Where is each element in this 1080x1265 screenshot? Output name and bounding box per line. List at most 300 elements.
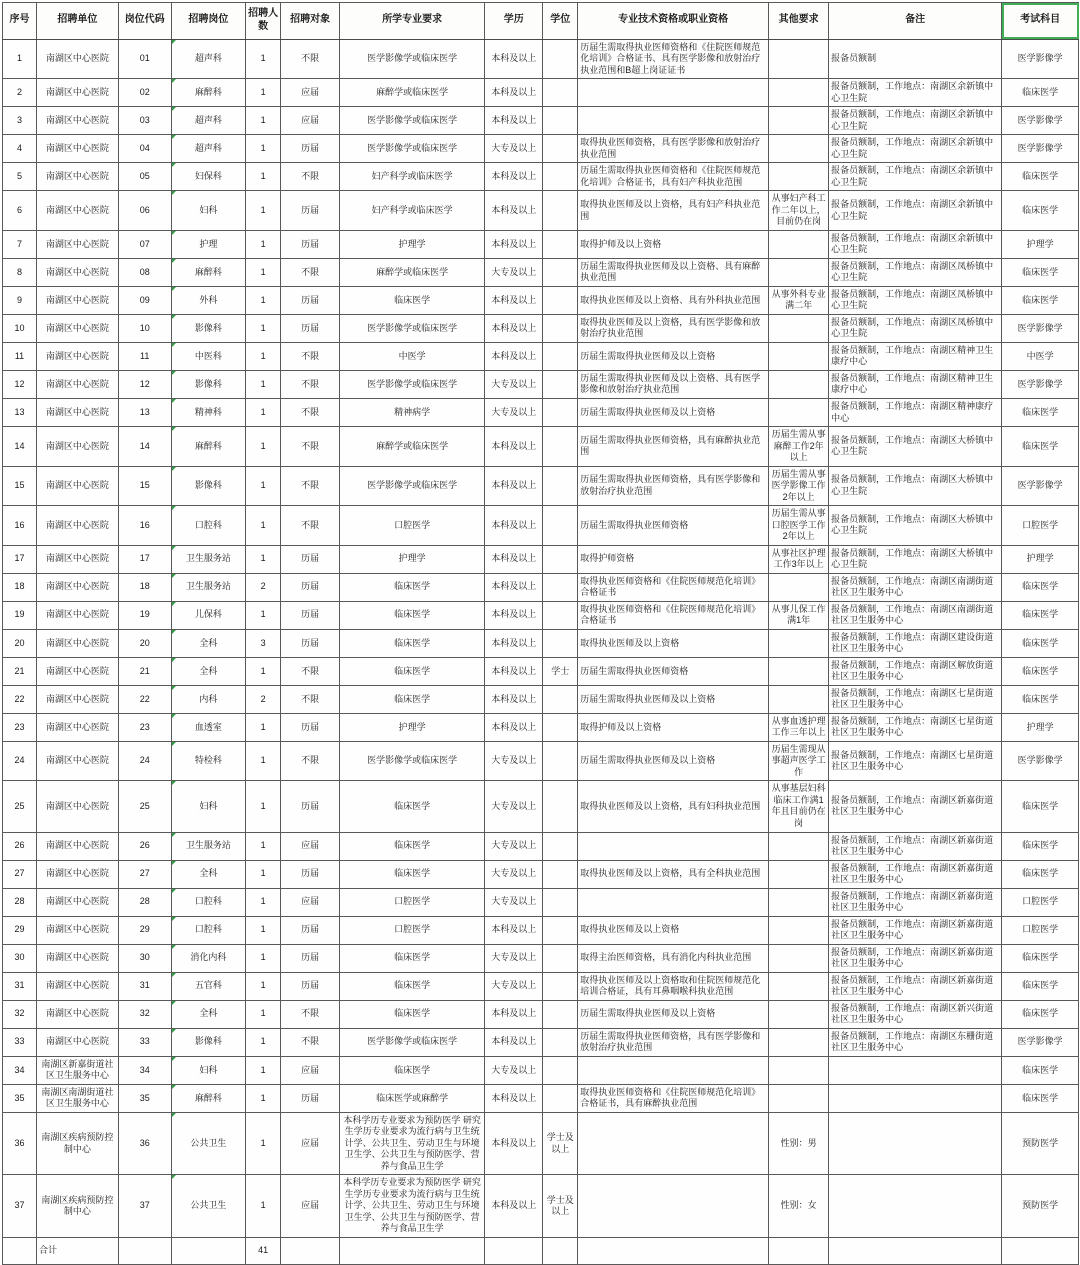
table-row xyxy=(3,286,1079,314)
table-row xyxy=(3,888,1079,916)
cell-subject: 临床医学 xyxy=(1002,79,1079,107)
cell-post: 血透室 xyxy=(171,713,246,741)
cell-target: 历届 xyxy=(281,286,340,314)
cell-code: 01 xyxy=(118,39,171,79)
cell-n: 37 xyxy=(3,1175,37,1238)
cell-other xyxy=(769,258,829,286)
cell-n: 33 xyxy=(3,1028,37,1056)
cell-n: 21 xyxy=(3,657,37,685)
cell-qual: 取得执业医师及以上资格 xyxy=(578,629,769,657)
cell-degree xyxy=(543,972,578,1000)
cell-qual: 取得执业医师及以上资格，具有全科执业范围 xyxy=(578,860,769,888)
cell-unit: 南湖区中心医院 xyxy=(37,972,119,1000)
cell-other: 从事基层妇科临床工作满1年且目前仍在岗 xyxy=(769,781,829,832)
cell-post: 妇科 xyxy=(171,1056,246,1084)
cell-code: 13 xyxy=(118,399,171,427)
cell-degree xyxy=(543,860,578,888)
cell-code: 26 xyxy=(118,832,171,860)
cell-qual xyxy=(578,1175,769,1238)
cell-edu: 本科及以上 xyxy=(485,1000,543,1028)
cell-qual: 历届生需取得执业医师资格和《住院医师规范化培训》合格证书、具有医学影像和放射治疗执业范围和B超上岗证证书 xyxy=(578,39,769,79)
cell-n: 11 xyxy=(3,342,37,370)
cell-code: 09 xyxy=(118,286,171,314)
cell-subject: 预防医学 xyxy=(1002,1112,1079,1175)
cell-major: 妇产科学或临床医学 xyxy=(340,163,485,191)
recruitment-table xyxy=(2,2,1079,1265)
table-row xyxy=(3,370,1079,398)
cell-note: 报备员额制，工作地点：南湖区凤桥镇中心卫生院 xyxy=(829,286,1002,314)
total-empty-cell xyxy=(578,1237,769,1264)
table-row xyxy=(3,191,1079,231)
cell-n: 10 xyxy=(3,314,37,342)
cell-other xyxy=(769,573,829,601)
cell-target: 不限 xyxy=(281,342,340,370)
table-row xyxy=(3,685,1079,713)
table-row xyxy=(3,39,1079,79)
cell-post: 卫生服务站 xyxy=(171,545,246,573)
cell-n: 15 xyxy=(3,466,37,506)
cell-other xyxy=(769,107,829,135)
cell-target: 历届 xyxy=(281,191,340,231)
cell-subject: 护理学 xyxy=(1002,545,1079,573)
cell-edu: 本科及以上 xyxy=(485,286,543,314)
cell-degree xyxy=(543,466,578,506)
cell-target: 应届 xyxy=(281,832,340,860)
table-row xyxy=(3,1028,1079,1056)
cell-note: 报备员额制，工作地点：南湖区东栅街道社区卫生服务中心 xyxy=(829,1028,1002,1056)
cell-subject: 医学影像学 xyxy=(1002,314,1079,342)
cell-code: 30 xyxy=(118,944,171,972)
cell-num: 1 xyxy=(246,1112,281,1175)
cell-major: 口腔医学 xyxy=(340,888,485,916)
cell-target: 历届 xyxy=(281,916,340,944)
cell-degree xyxy=(543,314,578,342)
cell-subject: 临床医学 xyxy=(1002,286,1079,314)
cell-post: 影像科 xyxy=(171,314,246,342)
cell-other: 从事儿保工作满1年 xyxy=(769,601,829,629)
cell-other xyxy=(769,1000,829,1028)
cell-post: 全科 xyxy=(171,657,246,685)
cell-qual: 历届生需取得执业医师及以上资格、具有医学影像和放射治疗执业范围 xyxy=(578,370,769,398)
cell-target: 不限 xyxy=(281,506,340,546)
cell-code: 05 xyxy=(118,163,171,191)
cell-post: 超声科 xyxy=(171,39,246,79)
cell-unit: 南湖区中心医院 xyxy=(37,888,119,916)
cell-subject: 临床医学 xyxy=(1002,832,1079,860)
table-row xyxy=(3,657,1079,685)
cell-num: 1 xyxy=(246,1056,281,1084)
cell-other: 历届生需从事口腔医学工作2年以上 xyxy=(769,506,829,546)
cell-edu: 本科及以上 xyxy=(485,506,543,546)
cell-post: 儿保科 xyxy=(171,601,246,629)
cell-post: 影像科 xyxy=(171,466,246,506)
table-row xyxy=(3,135,1079,163)
cell-other xyxy=(769,685,829,713)
cell-edu: 本科及以上 xyxy=(485,916,543,944)
cell-major: 医学影像学或临床医学 xyxy=(340,466,485,506)
cell-degree xyxy=(543,781,578,832)
total-label: 合计 xyxy=(37,1237,119,1264)
cell-degree xyxy=(543,713,578,741)
cell-subject: 口腔医学 xyxy=(1002,506,1079,546)
cell-subject: 临床医学 xyxy=(1002,1084,1079,1112)
cell-post: 全科 xyxy=(171,629,246,657)
cell-qual xyxy=(578,107,769,135)
cell-n: 26 xyxy=(3,832,37,860)
cell-qual: 历届生需取得执业医师及以上资格 xyxy=(578,342,769,370)
cell-degree xyxy=(543,1056,578,1084)
cell-other xyxy=(769,230,829,258)
cell-degree xyxy=(543,685,578,713)
col-header-subject: 考试科目 xyxy=(1002,3,1079,40)
cell-target: 历届 xyxy=(281,629,340,657)
cell-major: 临床医学 xyxy=(340,1000,485,1028)
table-row xyxy=(3,1112,1079,1175)
cell-qual xyxy=(578,1112,769,1175)
cell-num: 1 xyxy=(246,258,281,286)
table-row xyxy=(3,427,1079,467)
cell-code: 03 xyxy=(118,107,171,135)
cell-post: 全科 xyxy=(171,1000,246,1028)
cell-post: 麻醉科 xyxy=(171,1084,246,1112)
cell-target: 不限 xyxy=(281,1028,340,1056)
cell-code: 06 xyxy=(118,191,171,231)
cell-major: 临床医学 xyxy=(340,685,485,713)
cell-qual: 历届生需取得执业医师及以上资格 xyxy=(578,741,769,781)
cell-major: 临床医学 xyxy=(340,781,485,832)
cell-unit: 南湖区中心医院 xyxy=(37,79,119,107)
cell-target: 历届 xyxy=(281,314,340,342)
cell-n: 22 xyxy=(3,685,37,713)
cell-unit: 南湖区中心医院 xyxy=(37,230,119,258)
cell-edu: 本科及以上 xyxy=(485,1028,543,1056)
cell-unit: 南湖区中心医院 xyxy=(37,506,119,546)
cell-code: 37 xyxy=(118,1175,171,1238)
cell-num: 1 xyxy=(246,1175,281,1238)
cell-num: 1 xyxy=(246,1000,281,1028)
table-row xyxy=(3,713,1079,741)
cell-num: 2 xyxy=(246,573,281,601)
cell-n: 27 xyxy=(3,860,37,888)
table-row xyxy=(3,314,1079,342)
cell-other xyxy=(769,399,829,427)
cell-target: 历届 xyxy=(281,135,340,163)
cell-degree xyxy=(543,1028,578,1056)
cell-subject: 中医学 xyxy=(1002,342,1079,370)
total-empty-cell xyxy=(769,1237,829,1264)
cell-subject: 临床医学 xyxy=(1002,629,1079,657)
cell-note: 报备员额制，工作地点：南湖区新嘉街道社区卫生服务中心 xyxy=(829,888,1002,916)
cell-n: 32 xyxy=(3,1000,37,1028)
col-header-qual: 专业技术资格或职业资格 xyxy=(578,3,769,40)
cell-major: 麻醉学或临床医学 xyxy=(340,258,485,286)
total-empty-cell xyxy=(1002,1237,1079,1264)
cell-target: 应届 xyxy=(281,1112,340,1175)
cell-num: 1 xyxy=(246,1028,281,1056)
cell-target: 不限 xyxy=(281,399,340,427)
col-header-target: 招聘对象 xyxy=(281,3,340,40)
cell-unit: 南湖区新嘉街道社区卫生服务中心 xyxy=(37,1056,119,1084)
cell-edu: 大专及以上 xyxy=(485,888,543,916)
cell-target: 历届 xyxy=(281,944,340,972)
cell-note: 报备员额制，工作地点：南湖区新兴街道社区卫生服务中心 xyxy=(829,1000,1002,1028)
cell-code: 07 xyxy=(118,230,171,258)
cell-edu: 本科及以上 xyxy=(485,601,543,629)
table-row xyxy=(3,342,1079,370)
cell-post: 五官科 xyxy=(171,972,246,1000)
cell-major: 口腔医学 xyxy=(340,916,485,944)
cell-num: 1 xyxy=(246,781,281,832)
cell-qual: 历届生需取得执业医师资格 xyxy=(578,506,769,546)
cell-n: 28 xyxy=(3,888,37,916)
cell-num: 1 xyxy=(246,135,281,163)
cell-code: 12 xyxy=(118,370,171,398)
col-header-edu: 学历 xyxy=(485,3,543,40)
cell-note: 报备员额制，工作地点：南湖区南湖街道社区卫生服务中心 xyxy=(829,601,1002,629)
cell-subject: 临床医学 xyxy=(1002,573,1079,601)
cell-degree xyxy=(543,258,578,286)
cell-major: 临床医学 xyxy=(340,1056,485,1084)
cell-edu: 大专及以上 xyxy=(485,399,543,427)
cell-qual: 历届生需取得执业医师资格，具有麻醉执业范围 xyxy=(578,427,769,467)
cell-edu: 本科及以上 xyxy=(485,191,543,231)
cell-post: 护理 xyxy=(171,230,246,258)
cell-code: 19 xyxy=(118,601,171,629)
cell-post: 超声科 xyxy=(171,135,246,163)
cell-target: 应届 xyxy=(281,1175,340,1238)
cell-edu: 本科及以上 xyxy=(485,657,543,685)
cell-other: 性别：女 xyxy=(769,1175,829,1238)
cell-note xyxy=(829,1084,1002,1112)
cell-target: 不限 xyxy=(281,370,340,398)
cell-note: 报备员额制，工作地点：南湖区精神卫生康疗中心 xyxy=(829,370,1002,398)
cell-unit: 南湖区中心医院 xyxy=(37,191,119,231)
cell-code: 02 xyxy=(118,79,171,107)
cell-target: 历届 xyxy=(281,860,340,888)
cell-major: 护理学 xyxy=(340,713,485,741)
cell-n: 25 xyxy=(3,781,37,832)
cell-qual: 取得执业医师资格和《住院医师规范化培训》合格证书 xyxy=(578,601,769,629)
cell-n: 18 xyxy=(3,573,37,601)
cell-target: 不限 xyxy=(281,427,340,467)
cell-n: 13 xyxy=(3,399,37,427)
cell-major: 临床医学 xyxy=(340,601,485,629)
cell-num: 1 xyxy=(246,399,281,427)
cell-subject: 临床医学 xyxy=(1002,601,1079,629)
cell-post: 卫生服务站 xyxy=(171,573,246,601)
cell-unit: 南湖区中心医院 xyxy=(37,258,119,286)
cell-note: 报备员额制，工作地点：南湖区解放街道社区卫生服务中心 xyxy=(829,657,1002,685)
cell-subject: 临床医学 xyxy=(1002,427,1079,467)
cell-edu: 本科及以上 xyxy=(485,39,543,79)
cell-code: 36 xyxy=(118,1112,171,1175)
cell-unit: 南湖区中心医院 xyxy=(37,39,119,79)
cell-note: 报备员额制，工作地点：南湖区七星街道社区卫生服务中心 xyxy=(829,713,1002,741)
cell-code: 34 xyxy=(118,1056,171,1084)
cell-degree xyxy=(543,191,578,231)
cell-note: 报备员额制，工作地点：南湖区七星街道社区卫生服务中心 xyxy=(829,685,1002,713)
cell-subject: 医学影像学 xyxy=(1002,370,1079,398)
cell-code: 35 xyxy=(118,1084,171,1112)
cell-post: 中医科 xyxy=(171,342,246,370)
cell-note: 报备员额制，工作地点：南湖区精神康疗中心 xyxy=(829,399,1002,427)
cell-qual: 取得护师资格 xyxy=(578,545,769,573)
cell-edu: 本科及以上 xyxy=(485,1112,543,1175)
cell-code: 11 xyxy=(118,342,171,370)
cell-n: 30 xyxy=(3,944,37,972)
cell-qual: 取得执业医师及以上资格、具有外科执业范围 xyxy=(578,286,769,314)
col-header-unit: 招聘单位 xyxy=(37,3,119,40)
cell-other: 历届生需从事麻醉工作2年以上 xyxy=(769,427,829,467)
cell-qual: 取得执业医师资格和《住院医师规范化培训》合格证书 xyxy=(578,573,769,601)
cell-edu: 本科及以上 xyxy=(485,685,543,713)
cell-code: 27 xyxy=(118,860,171,888)
cell-code: 29 xyxy=(118,916,171,944)
cell-qual xyxy=(578,79,769,107)
cell-unit: 南湖区中心医院 xyxy=(37,370,119,398)
cell-code: 17 xyxy=(118,545,171,573)
total-empty-cell xyxy=(340,1237,485,1264)
col-header-num: 招聘人数 xyxy=(246,3,281,40)
cell-unit: 南湖区中心医院 xyxy=(37,832,119,860)
cell-target: 不限 xyxy=(281,39,340,79)
cell-unit: 南湖区中心医院 xyxy=(37,1000,119,1028)
cell-qual: 取得执业医师及以上资格，具有医学影像和放射治疗执业范围 xyxy=(578,314,769,342)
cell-n: 12 xyxy=(3,370,37,398)
cell-note: 报备员额制，工作地点：南湖区大桥镇中心卫生院 xyxy=(829,466,1002,506)
cell-target: 应届 xyxy=(281,107,340,135)
cell-major: 麻醉学或临床医学 xyxy=(340,427,485,467)
cell-qual: 取得执业医师及以上资格，具有妇科执业范围 xyxy=(578,781,769,832)
cell-target: 不限 xyxy=(281,163,340,191)
cell-degree: 学士及以上 xyxy=(543,1175,578,1238)
cell-note: 报备员额制，工作地点：南湖区余新镇中心卫生院 xyxy=(829,79,1002,107)
cell-edu: 本科及以上 xyxy=(485,107,543,135)
cell-note: 报备员额制，工作地点：南湖区新嘉街道社区卫生服务中心 xyxy=(829,972,1002,1000)
cell-note xyxy=(829,1056,1002,1084)
cell-edu: 本科及以上 xyxy=(485,230,543,258)
cell-note: 报备员额制，工作地点：南湖区余新镇中心卫生院 xyxy=(829,191,1002,231)
cell-qual xyxy=(578,1056,769,1084)
cell-edu: 大专及以上 xyxy=(485,135,543,163)
table-header xyxy=(3,3,1079,40)
cell-post: 公共卫生 xyxy=(171,1175,246,1238)
cell-note: 报备员额制，工作地点：南湖区南湖街道社区卫生服务中心 xyxy=(829,573,1002,601)
cell-major: 医学影像学或临床医学 xyxy=(340,314,485,342)
table-row xyxy=(3,107,1079,135)
cell-code: 33 xyxy=(118,1028,171,1056)
cell-major: 临床医学 xyxy=(340,832,485,860)
cell-note: 报备员额制，工作地点：南湖区余新镇中心卫生院 xyxy=(829,135,1002,163)
cell-qual: 历届生需取得执业医师及以上资格 xyxy=(578,399,769,427)
cell-target: 不限 xyxy=(281,657,340,685)
cell-note: 报备员额制，工作地点：南湖区新嘉街道社区卫生服务中心 xyxy=(829,860,1002,888)
cell-unit: 南湖区中心医院 xyxy=(37,573,119,601)
cell-num: 1 xyxy=(246,1084,281,1112)
cell-note: 报备员额制，工作地点：南湖区大桥镇中心卫生院 xyxy=(829,506,1002,546)
cell-subject: 护理学 xyxy=(1002,713,1079,741)
cell-code: 14 xyxy=(118,427,171,467)
cell-post: 外科 xyxy=(171,286,246,314)
cell-qual: 历届生需取得执业医师资格和《住院医师规范化培训》合格证书，具有妇产科执业范围 xyxy=(578,163,769,191)
total-empty-cell xyxy=(281,1237,340,1264)
cell-qual xyxy=(578,888,769,916)
cell-degree xyxy=(543,370,578,398)
cell-post: 妇科 xyxy=(171,781,246,832)
cell-major: 临床医学 xyxy=(340,860,485,888)
cell-n: 31 xyxy=(3,972,37,1000)
cell-unit: 南湖区中心医院 xyxy=(37,685,119,713)
cell-code: 21 xyxy=(118,657,171,685)
cell-other xyxy=(769,657,829,685)
cell-note: 报备员额制，工作地点：南湖区新嘉街道社区卫生服务中心 xyxy=(829,781,1002,832)
cell-post: 精神科 xyxy=(171,399,246,427)
cell-note: 报备员额制，工作地点：南湖区大桥镇中心卫生院 xyxy=(829,427,1002,467)
cell-degree xyxy=(543,629,578,657)
cell-other xyxy=(769,916,829,944)
cell-unit: 南湖区中心医院 xyxy=(37,916,119,944)
cell-n: 24 xyxy=(3,741,37,781)
cell-other xyxy=(769,860,829,888)
table-row xyxy=(3,601,1079,629)
cell-note: 报备员额制，工作地点：南湖区余新镇中心卫生院 xyxy=(829,107,1002,135)
cell-unit: 南湖区中心医院 xyxy=(37,657,119,685)
cell-subject: 医学影像学 xyxy=(1002,107,1079,135)
cell-note: 报备员额制，工作地点：南湖区余新镇中心卫生院 xyxy=(829,230,1002,258)
cell-degree xyxy=(543,39,578,79)
cell-major: 临床医学或麻醉学 xyxy=(340,1084,485,1112)
cell-num: 1 xyxy=(246,741,281,781)
cell-note xyxy=(829,1112,1002,1175)
cell-num: 1 xyxy=(246,832,281,860)
cell-major: 临床医学 xyxy=(340,944,485,972)
cell-note: 报备员额制，工作地点：南湖区余新镇中心卫生院 xyxy=(829,163,1002,191)
cell-major: 口腔医学 xyxy=(340,506,485,546)
cell-post: 卫生服务站 xyxy=(171,832,246,860)
cell-subject: 临床医学 xyxy=(1002,781,1079,832)
table-row xyxy=(3,1056,1079,1084)
cell-degree xyxy=(543,342,578,370)
cell-post: 超声科 xyxy=(171,107,246,135)
cell-num: 1 xyxy=(246,163,281,191)
cell-note: 报备员额制，工作地点：南湖区新嘉街道社区卫生服务中心 xyxy=(829,832,1002,860)
table-body xyxy=(3,39,1079,1264)
cell-note: 报备员额制，工作地点：南湖区精神卫生康疗中心 xyxy=(829,342,1002,370)
cell-subject: 临床医学 xyxy=(1002,1000,1079,1028)
cell-unit: 南湖区中心医院 xyxy=(37,427,119,467)
cell-n: 7 xyxy=(3,230,37,258)
cell-degree xyxy=(543,916,578,944)
cell-unit: 南湖区中心医院 xyxy=(37,713,119,741)
table-row xyxy=(3,972,1079,1000)
cell-other xyxy=(769,39,829,79)
cell-unit: 南湖区中心医院 xyxy=(37,545,119,573)
cell-major: 临床医学 xyxy=(340,657,485,685)
cell-target: 历届 xyxy=(281,601,340,629)
cell-note: 报备员额制，工作地点：南湖区凤桥镇中心卫生院 xyxy=(829,314,1002,342)
cell-edu: 大专及以上 xyxy=(485,781,543,832)
cell-post: 口腔科 xyxy=(171,888,246,916)
cell-other xyxy=(769,944,829,972)
cell-num: 1 xyxy=(246,427,281,467)
cell-qual: 取得主治医师资格，具有消化内科执业范围 xyxy=(578,944,769,972)
cell-degree xyxy=(543,163,578,191)
cell-unit: 南湖区中心医院 xyxy=(37,107,119,135)
cell-num: 1 xyxy=(246,107,281,135)
cell-qual: 历届生需取得执业医师资格 xyxy=(578,657,769,685)
cell-major: 医学影像学或临床医学 xyxy=(340,1028,485,1056)
cell-unit: 南湖区中心医院 xyxy=(37,135,119,163)
